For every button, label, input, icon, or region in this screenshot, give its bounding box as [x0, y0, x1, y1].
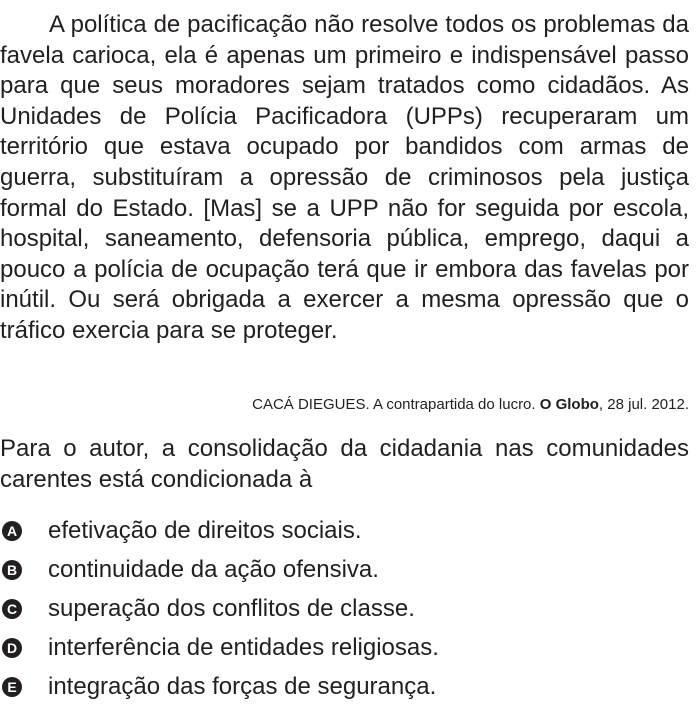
- option-text-b: continuidade da ação ofensiva.: [48, 556, 379, 584]
- option-c[interactable]: [0, 590, 439, 629]
- option-text-e: integração das forças de segurança.: [48, 672, 437, 700]
- source-publication: O Globo: [539, 396, 599, 413]
- option-letter-d-icon: D: [2, 638, 22, 658]
- option-text-a: efetivação de direitos sociais.: [48, 517, 362, 545]
- option-d[interactable]: [0, 628, 439, 667]
- option-letter-e-icon: E: [2, 677, 22, 697]
- option-a[interactable]: [0, 512, 439, 551]
- option-b[interactable]: [0, 551, 439, 590]
- reading-passage: [0, 10, 689, 347]
- option-text-c: superação dos conflitos de classe.: [48, 594, 415, 622]
- passage-paragraph: A política de pacificação não resolve todos os problemas da favela carioca, ela é apenas um primeiro e indispensável passo para que seus moradores sejam tratados como cidadãos. As Unidades de Polícia Pacificadora (UPPs) recuperaram um território que estava ocupado por bandidos com armas de guerra, substituíram a opressão de criminosos pela justiça formal do Estado. [Mas] se a UPP não for seguida por escola, hospital, saneamento, defensoria pública, emprego, daqui a pouco a polícia de ocupação terá que ir embora das favelas por inútil. Ou será obrigada a exercer a mesma opressão que o tráfico exercia para se proteger.: [0, 11, 689, 344]
- question-stem: Para o autor, a consolidação da cidadania nas comunidades carentes está condicionada à: [0, 435, 689, 493]
- option-e[interactable]: [0, 667, 439, 706]
- option-text-d: interferência de entidades religiosas.: [48, 633, 439, 661]
- answer-options: [0, 512, 439, 706]
- source-citation: [252, 396, 689, 414]
- source-author-title: CACÁ DIEGUES. A contrapartida do lucro.: [252, 396, 536, 413]
- option-letter-b-icon: B: [2, 560, 22, 580]
- source-date: , 28 jul. 2012.: [598, 396, 689, 413]
- option-letter-c-icon: C: [2, 599, 22, 619]
- option-letter-a-icon: A: [2, 521, 22, 541]
